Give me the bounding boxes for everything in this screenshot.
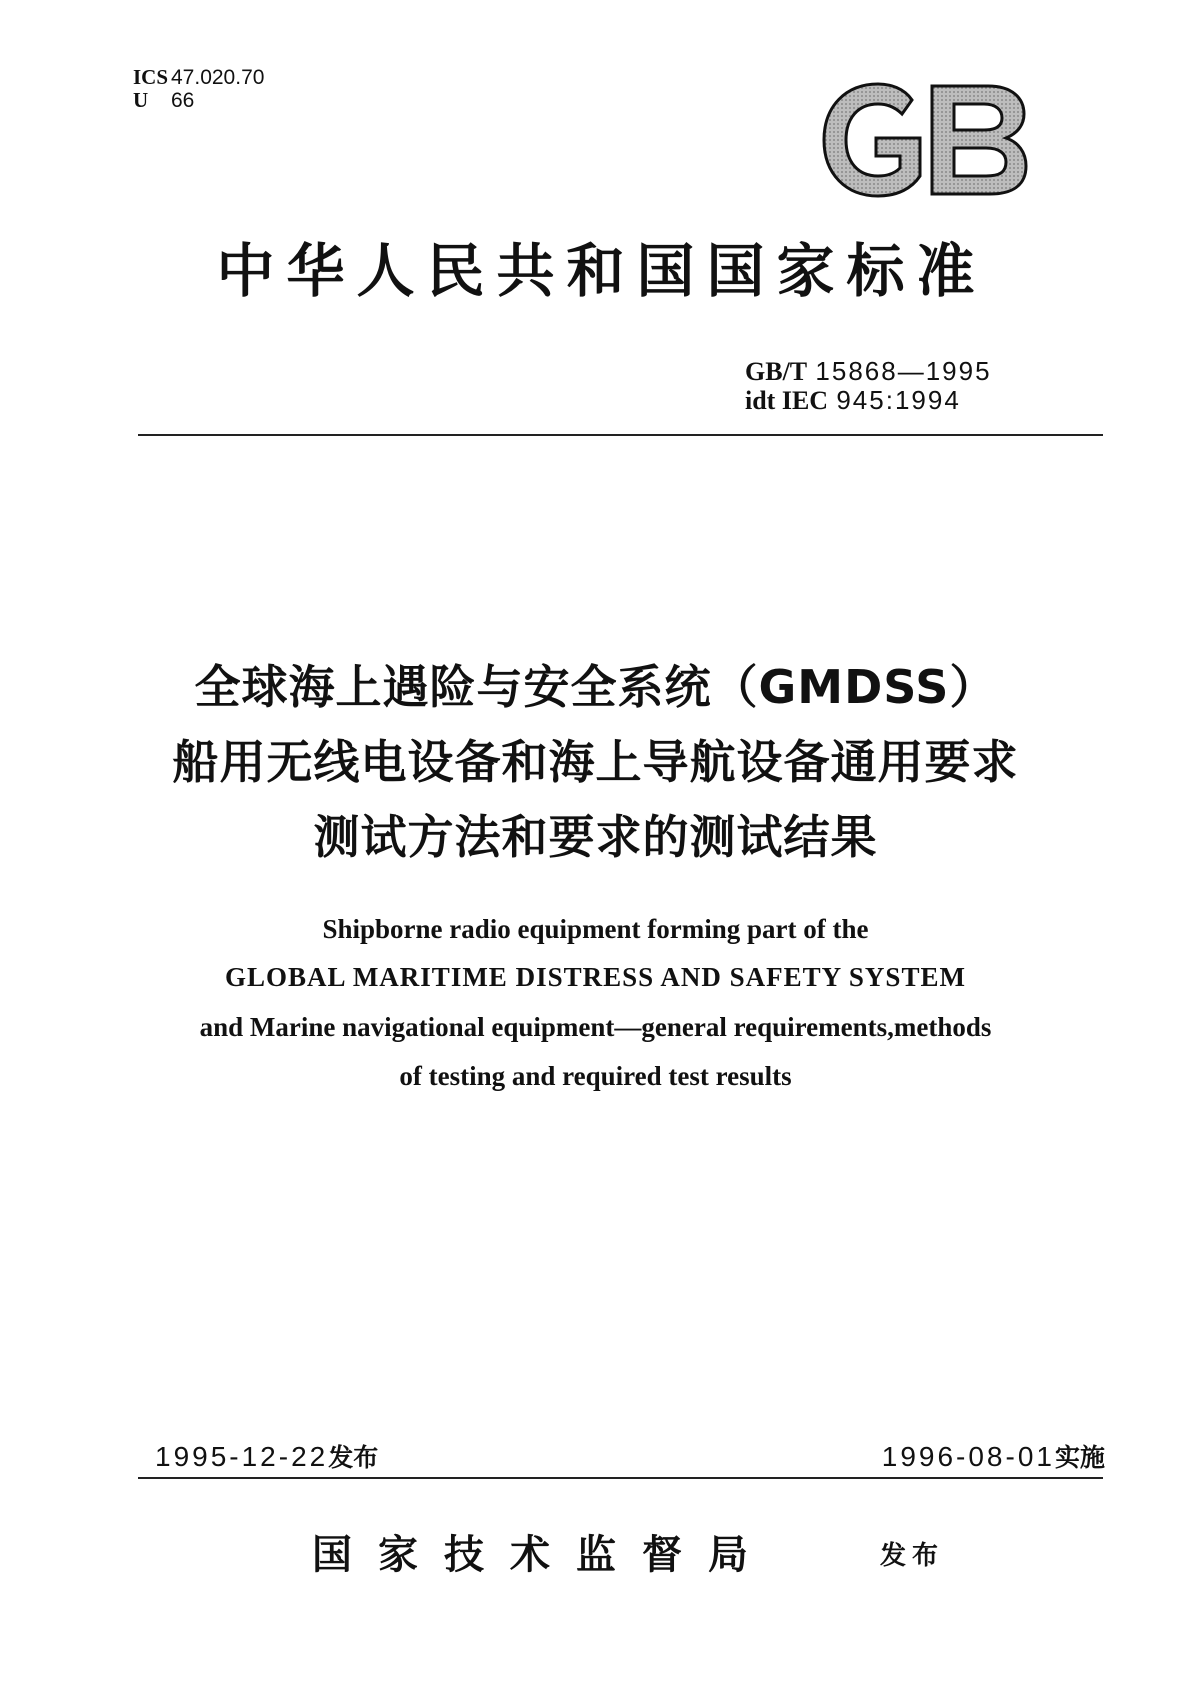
impl-date-suffix: 实施 <box>1054 1443 1105 1472</box>
title-en-line-2: GLOBAL MARITIME DISTRESS AND SAFETY SYSTEM <box>225 962 966 992</box>
code-number: 15868—1995 <box>815 356 992 386</box>
classification-block <box>133 66 264 112</box>
top-divider <box>138 434 1103 436</box>
code-prefix: GB/T <box>745 357 808 386</box>
ics-label: ICS <box>133 65 169 89</box>
issue-date-suffix: 发布 <box>328 1443 379 1472</box>
standard-name: 中华人民共和国国家标准 <box>216 237 987 305</box>
u-value: 66 <box>171 89 195 112</box>
issue-date-value: 1995-12-22 <box>155 1441 329 1472</box>
bottom-divider <box>138 1477 1103 1479</box>
title-zh-line-3: 测试方法和要求的测试结果 <box>313 810 878 864</box>
title-zh-line-1: 全球海上遇险与安全系统（GMDSS） <box>194 660 997 714</box>
gb-logo <box>820 82 1030 198</box>
issuing-authority: 国家技术监督局 <box>312 1532 774 1578</box>
u-line <box>133 89 264 112</box>
publish-label: 发布 <box>880 1541 945 1571</box>
impl-date-value: 1996-08-01 <box>881 1441 1055 1472</box>
implementation-date <box>882 1440 1105 1475</box>
idt-number: 945:1994 <box>836 385 961 415</box>
title-en-line-3: and Marine navigational equipment—general requirements,methods <box>199 1012 992 1042</box>
idt-code <box>745 384 961 417</box>
gb-logo-icon <box>820 82 1030 198</box>
ics-line <box>133 66 264 89</box>
title-en-line-1: Shipborne radio equipment forming part of the <box>322 914 869 944</box>
issue-date <box>155 1440 378 1475</box>
title-en-line-4: of testing and required test results <box>399 1061 792 1091</box>
idt-prefix: idt IEC <box>745 386 829 415</box>
u-label: U <box>133 88 149 112</box>
ics-value: 47.020.70 <box>171 66 265 89</box>
title-zh-line-2: 船用无线电设备和海上导航设备通用要求 <box>172 735 1019 789</box>
